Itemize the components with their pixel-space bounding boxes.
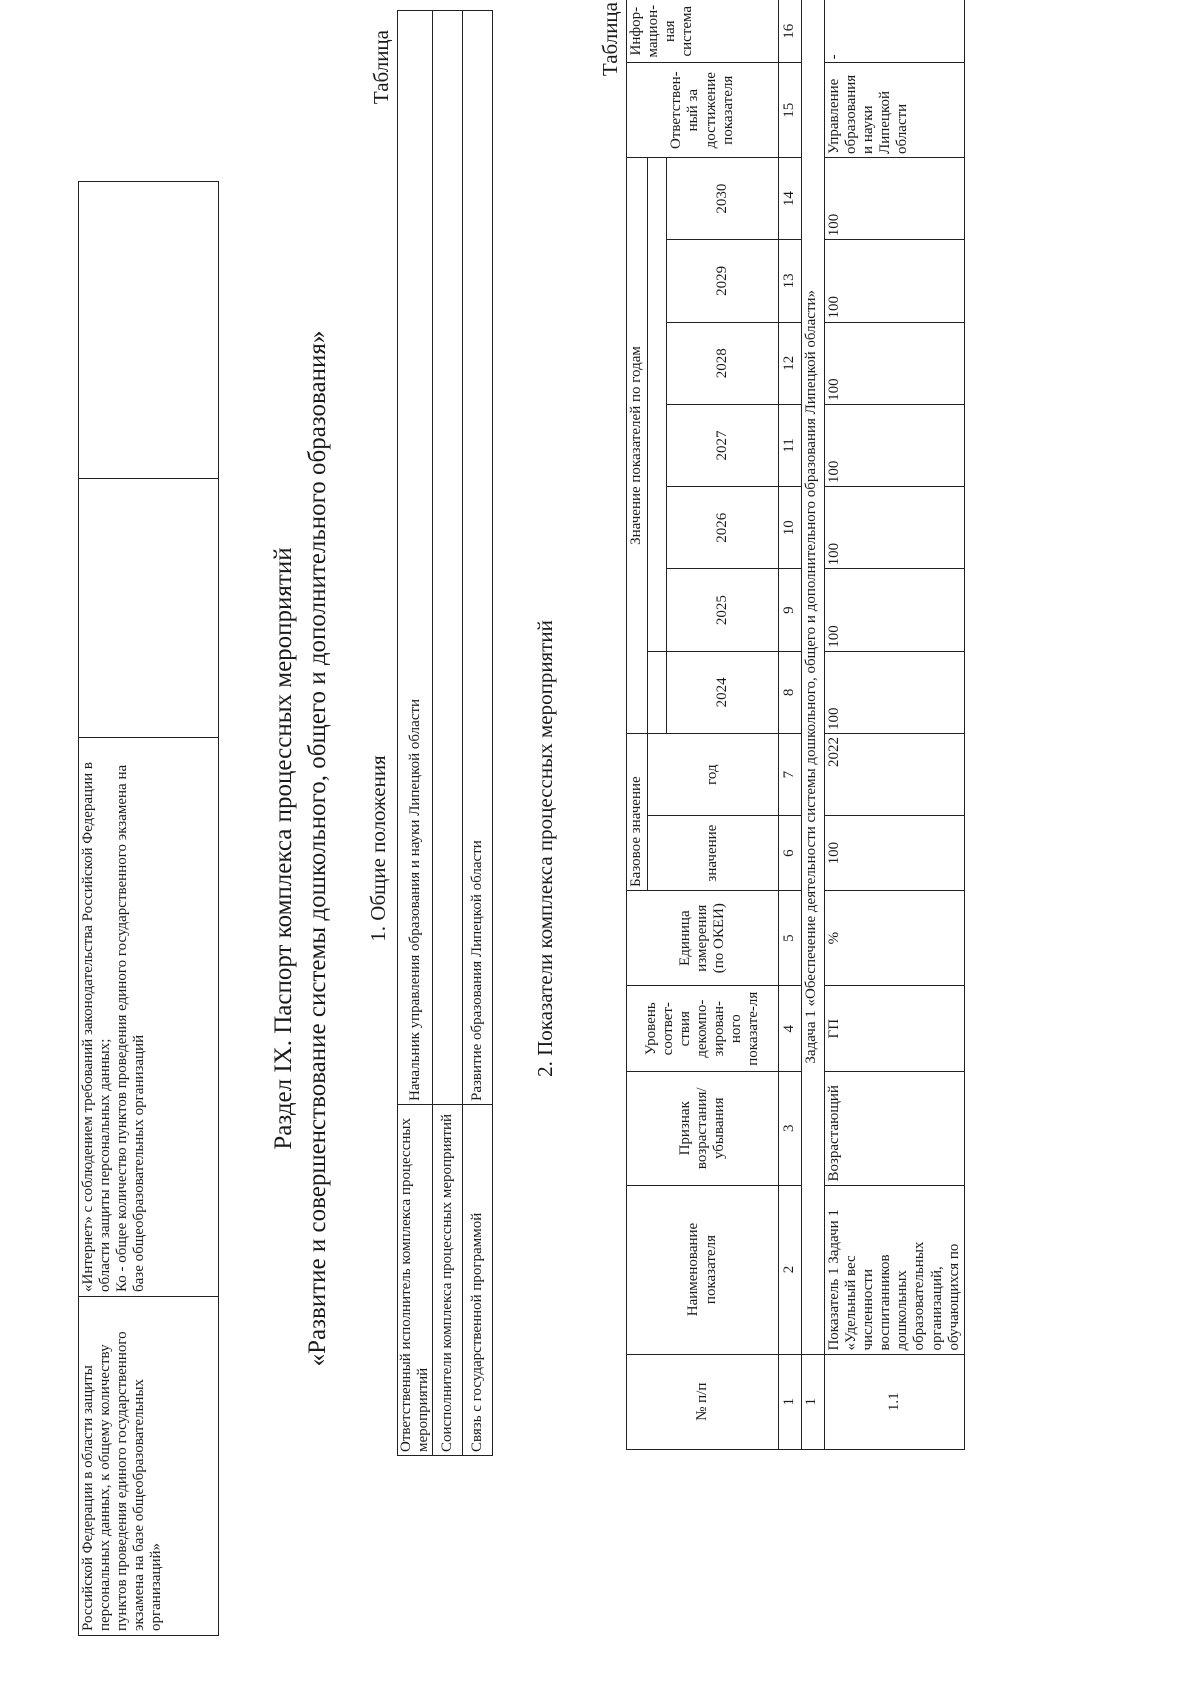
- header-info-system: Инфор-мацион-ная система: [627, 0, 779, 63]
- col-number: 12: [779, 322, 802, 404]
- task-number: 1: [802, 1354, 825, 1449]
- col-number: 10: [779, 487, 802, 569]
- header-year-spacer: [648, 157, 667, 651]
- indicator-info-system: -: [825, 0, 965, 63]
- col-number: 11: [779, 404, 802, 486]
- passport-row: [398, 11, 433, 1456]
- passport-row: [463, 11, 493, 1456]
- header-year: 2030: [667, 157, 779, 239]
- table-label-1: Таблица: [369, 30, 393, 105]
- col-number: 13: [779, 240, 802, 322]
- general-heading: 1. Общие положения: [366, 755, 390, 942]
- task-row: [802, 0, 825, 1450]
- header-name: Наименование показателя: [627, 1185, 779, 1354]
- passport-value: [433, 11, 463, 1105]
- header-year: 2029: [667, 240, 779, 322]
- col-number: 14: [779, 157, 802, 239]
- header-unit: Единица измерения (по ОКЕИ): [627, 890, 779, 985]
- header-base-year: год: [648, 734, 779, 816]
- task-text: Задача 1 «Обеспечение деятельности системы дошкольного, общего и дополнительного образования Липецкой области»: [802, 0, 825, 1354]
- indicator-unit: %: [825, 890, 965, 985]
- col-number: 2: [779, 1185, 802, 1354]
- header-year: 2024: [667, 651, 779, 733]
- section-title: Раздел IX. Паспорт комплекса процессных мероприятий: [270, 547, 297, 1150]
- indicator-number: 1.1: [825, 1354, 965, 1449]
- column-number-row: [779, 0, 802, 1450]
- col-number: 3: [779, 1072, 802, 1186]
- indicator-base-year: 2022: [825, 734, 965, 816]
- header-year: 2028: [667, 322, 779, 404]
- continuation-cell-1: Российской Федерации в области защиты персональных данных, к общему количеству пунктов проведения единого государственного экзамена на базе общеобразовательных организаций»: [79, 1297, 219, 1636]
- col-number: 6: [779, 816, 802, 891]
- header-year: 2027: [667, 404, 779, 486]
- passport-table: [397, 10, 493, 1456]
- passport-value: Начальник управления образования и науки Липецкой области: [398, 11, 433, 1105]
- indicator-sign: Возрастающий: [825, 1072, 965, 1186]
- col-number: 5: [779, 890, 802, 985]
- indicator-year-value: 100: [825, 322, 965, 404]
- indicators-table: [626, 0, 965, 1450]
- header-responsible: Ответствен-ный за достижение показателя: [627, 63, 779, 158]
- header-num: № п/п: [627, 1354, 779, 1449]
- header-by-years: Значение показателей по годам: [627, 157, 648, 733]
- passport-key: Ответственный исполнитель комплекса процессных мероприятий: [398, 1105, 433, 1456]
- continuation-cell-3: [79, 479, 219, 738]
- col-number: 8: [779, 651, 802, 733]
- passport-key: Соисполнители комплекса процессных мероприятий: [433, 1105, 463, 1456]
- header-base-value: значение: [648, 816, 779, 891]
- indicator-year-value: 100: [825, 404, 965, 486]
- col-number: 4: [779, 986, 802, 1072]
- continuation-cell-4: [79, 182, 219, 479]
- section-subtitle: «Развитие и совершенствование системы дошкольного, общего и дополнительного образования»: [304, 330, 331, 1367]
- header-year-spacer: [648, 651, 667, 733]
- indicator-responsible: Управление образования и науки Липецкой области: [825, 63, 965, 158]
- indicator-level: ГП: [825, 986, 965, 1072]
- indicator-row: [825, 0, 965, 1450]
- indicator-year-value: 100: [825, 157, 965, 239]
- continuation-cell-2: «Интернет» с соблюдением требований законодательства Российской Федерации в области защиты персональных данных; Ко - общее количество пунктов проведения единого государственного экзамена на базе общеобразовательных организаций: [79, 738, 219, 1297]
- passport-key: Связь с государственной программой: [463, 1105, 493, 1456]
- header-base: Базовое значение: [627, 734, 648, 891]
- indicator-year-value: 100: [825, 651, 965, 733]
- indicator-year-value: 100: [825, 569, 965, 651]
- col-number: 16: [779, 0, 802, 63]
- indicator-year-value: 100: [825, 487, 965, 569]
- header-level: Уровень соответ-ствия декомпо-зирован-ного показате-ля: [627, 986, 779, 1072]
- indicator-name: Показатель 1 Задачи 1 «Удельный вес численности воспитанников дошкольных образовательных организаций, обучающихся по: [825, 1185, 965, 1354]
- col-number: 1: [779, 1354, 802, 1449]
- col-number: 15: [779, 63, 802, 158]
- col-number: 7: [779, 734, 802, 816]
- passport-value: Развитие образования Липецкой области: [463, 11, 493, 1105]
- indicator-year-value: 100: [825, 240, 965, 322]
- header-year: 2026: [667, 487, 779, 569]
- indicator-base-value: 100: [825, 816, 965, 891]
- header-sign: Признак возрастания/ убывания: [627, 1072, 779, 1186]
- continuation-table: [78, 181, 219, 1636]
- indicators-heading: 2. Показатели комплекса процессных мероприятий: [533, 620, 557, 1077]
- table-label-2: Таблица: [598, 2, 622, 77]
- col-number: 9: [779, 569, 802, 651]
- header-year: 2025: [667, 569, 779, 651]
- header-row-1: [627, 0, 648, 1450]
- passport-row: [433, 11, 463, 1456]
